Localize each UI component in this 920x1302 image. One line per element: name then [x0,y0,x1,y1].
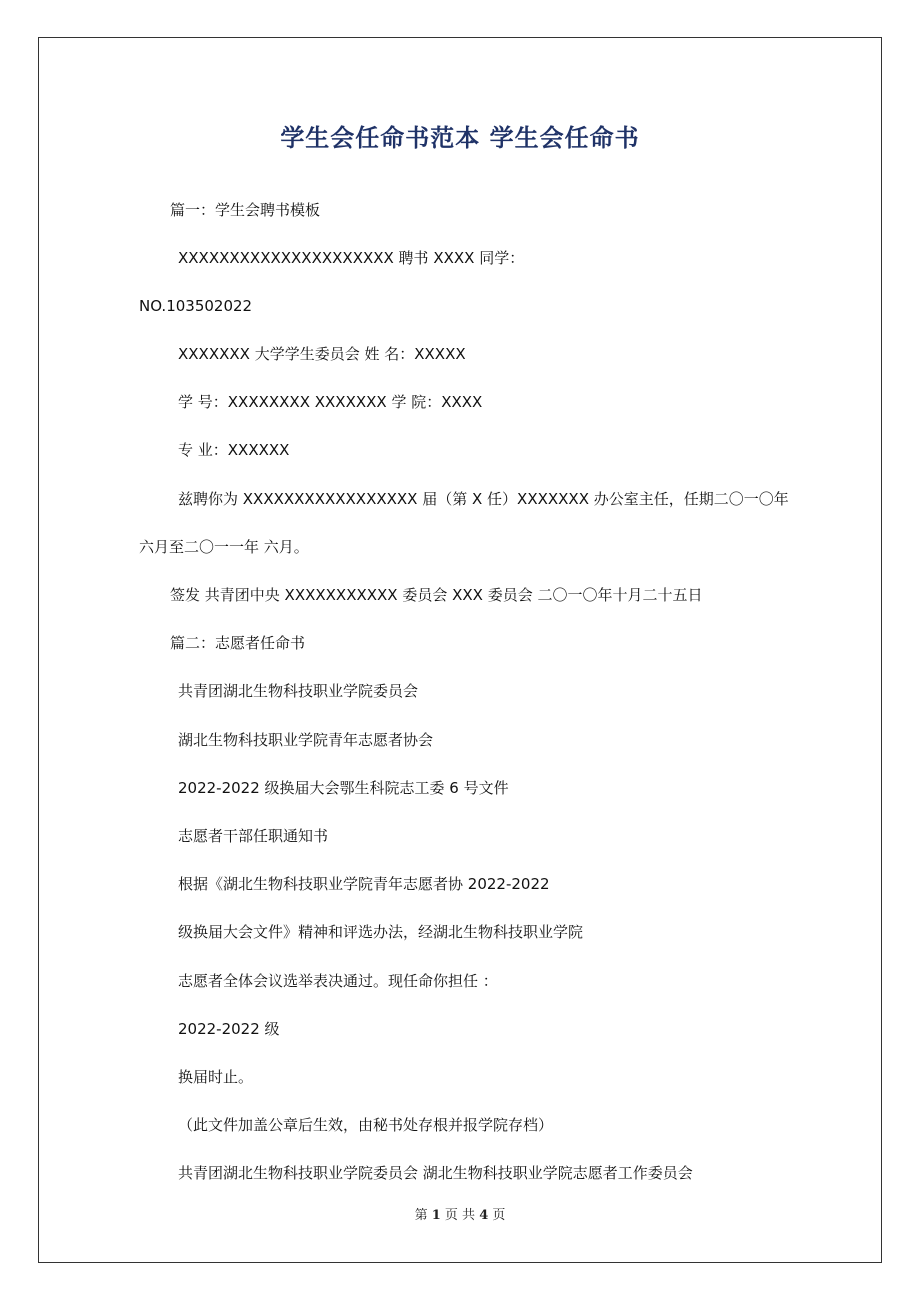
text-line: 湖北生物科技职业学院青年志愿者协会 [178,731,434,749]
text-line: 志愿者干部任职通知书 [178,827,329,845]
document-title: 学生会任命书范本 学生会任命书 [280,124,640,152]
text-line: 共青团湖北生物科技职业学院委员会 湖北生物科技职业学院志愿者工作委员会 [178,1164,693,1182]
text-line: XXXXXXX 大学学生委员会 姓 名：XXXXX [178,345,466,363]
section-heading-1: 篇一：学生会聘书模板 [170,201,321,219]
footer-mid: 页 共 [444,1208,476,1223]
text-line: 共青团湖北生物科技职业学院委员会 [178,682,419,700]
text-line: XXXXXXXXXXXXXXXXXXXXX 聘书 XXXX 同学： [178,249,525,267]
page-border [38,37,882,1263]
text-line: 级换届大会文件》精神和评选办法，经湖北生物科技职业学院 [178,923,584,941]
footer-prefix: 第 [414,1208,428,1223]
text-line: 兹聘你为 XXXXXXXXXXXXXXXXX 届（第 X 任）XXXXXXX 办公室主任，任期二〇一〇年 [178,490,789,508]
text-line: 志愿者全体会议选举表决通过。现任命你担任 ： [178,972,498,990]
text-line: 学 号：XXXXXXXX XXXXXXX 学 院：XXXX [178,393,483,411]
footer-page-number: 1 [431,1208,441,1223]
text-line: 根据《湖北生物科技职业学院青年志愿者协 2022-2022 [178,875,550,893]
text-line: （此文件加盖公章后生效，由秘书处存根并报学院存档） [178,1116,554,1134]
text-line: 专 业：XXXXXX [178,441,290,459]
text-line: 2022-2022 级 [178,1020,280,1038]
text-line: 2022-2022 级换届大会鄂生科院志工委 6 号文件 [178,779,509,797]
page-footer [0,1206,920,1226]
section-heading-2: 篇二：志愿者任命书 [170,634,306,652]
text-line: NO.103502022 [139,297,253,315]
text-line: 签发 共青团中央 XXXXXXXXXXX 委员会 XXX 委员会 二〇一〇年十月二十五日 [170,586,703,604]
footer-suffix: 页 [492,1208,506,1223]
text-line: 换届时止。 [178,1068,254,1086]
footer-total-pages: 4 [479,1208,489,1223]
text-line: 六月至二〇一一年 六月。 [139,538,309,556]
